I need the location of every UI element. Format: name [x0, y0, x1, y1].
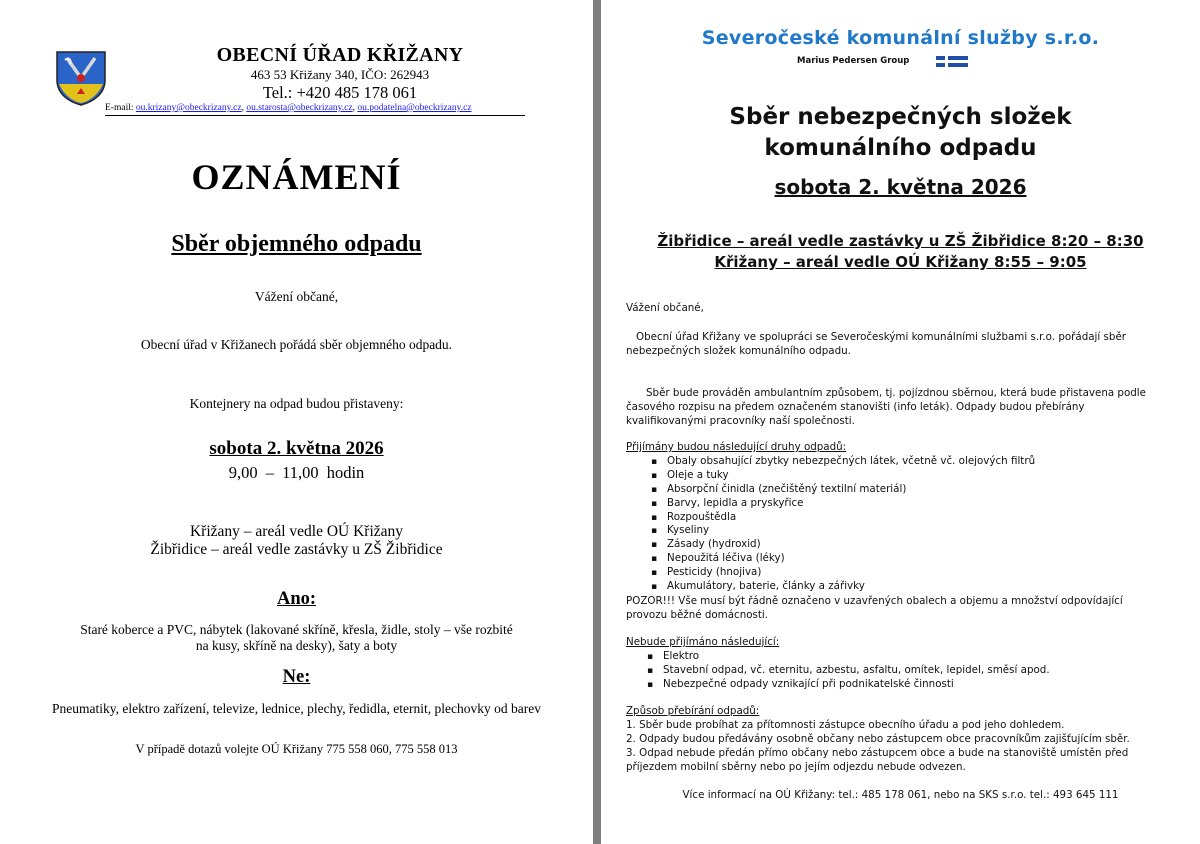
footer-contact: Více informací na OÚ Křižany: tel.: 485 178 061, nebo na SKS s.r.o. tel.: 493 645 111	[682, 789, 1119, 801]
rejected-list	[630, 650, 1150, 692]
greeting: Vážení občané,	[254, 289, 339, 304]
location-zibridice-time: Žibřidice – areál vedle zastávky u ZŠ Žibřidice 8:20 – 8:30	[657, 232, 1144, 250]
company-logo-icon	[936, 56, 968, 67]
email-link-krizany[interactable]: ou.krizany@obeckrizany.cz	[135, 103, 242, 113]
event-date: sobota 2. května 2026	[209, 438, 384, 459]
left-notice-page	[0, 0, 593, 844]
list-item: ▪ Kyseliny	[634, 524, 1154, 538]
list-item: ▪ Rozpouštědla	[634, 511, 1154, 525]
company-name: Severočeské komunální služby s.r.o.	[701, 27, 1100, 49]
header-divider	[105, 115, 525, 116]
rejected-heading: Ne:	[282, 667, 311, 687]
list-item: ▪ Obaly obsahující zbytky nebezpečných látek, včetně vč. olejových filtrů	[634, 455, 1154, 469]
collection-title	[601, 102, 1200, 164]
location-zibridice: Žibřidice – areál vedle zastávky u ZŠ Žibřidice	[150, 541, 443, 558]
list-item: ▪ Barvy, lepidla a pryskyřice	[634, 497, 1154, 511]
location-krizany: Křižany – areál vedle OÚ Křižany	[189, 523, 404, 540]
rejected-heading: Nebude přijímáno následující:	[626, 636, 780, 648]
rejected-text: Pneumatiky, elektro zařízení, televize, lednice, plechy, ředidla, eternit, plechovky od barev	[52, 701, 541, 716]
paragraph-cooperation: Obecní úřad Křižany ve spolupráci se Severočeskými komunálními službami s.r.o. pořádají sběr nebezpečných složek komunálního odpadu.	[626, 331, 1127, 357]
collection-title-line-2: komunálního odpadu	[764, 135, 1037, 161]
office-address: 463 53 Křižany 340, IČO: 262943	[250, 67, 430, 82]
list-item: ▪ Stavební odpad, vč. eternitu, azbestu, asfaltu, omítek, lepidel, směsí apod.	[630, 664, 1150, 678]
method-line-3: 3. Odpad nebude předán přímo občany nebo zástupcem obce a bude na stanoviště umístěn před	[626, 747, 1129, 759]
group-name: Marius Pedersen Group	[797, 56, 910, 66]
right-notice-page	[601, 0, 1200, 844]
accepted-list	[634, 455, 1154, 594]
list-item: ▪ Pesticidy (hnojiva)	[634, 566, 1154, 580]
notice-subtitle: Sběr objemného odpadu	[171, 231, 422, 257]
office-phone: Tel.: +420 485 178 061	[262, 83, 418, 102]
list-item: ▪ Oleje a tuky	[634, 469, 1154, 483]
contact-text: V případě dotazů volejte OÚ Křižany 775 558 060, 775 558 013	[135, 742, 458, 756]
method-heading: Způsob přebírání odpadů:	[626, 705, 760, 717]
accepted-text-line-1: Staré koberce a PVC, nábytek (lakované skříně, křesla, židle, stoly – vše rozbité	[80, 622, 513, 637]
method-line-2: 2. Odpady budou předávány osobně občany nebo zástupcem obce pracovníkům zajišťujícím sběr.	[626, 733, 1130, 745]
intro-text: Obecní úřad v Křižanech pořádá sběr objemného odpadu.	[140, 337, 453, 352]
method-line-1: 1. Sběr bude probíhat za přítomnosti zástupce obecního úřadu a pod jeho dohledem.	[626, 719, 1065, 731]
list-item: ▪ Nepoužitá léčiva (léky)	[634, 552, 1154, 566]
warning-text: POZOR!!! Vše musí být řádně označeno v uzavřených obalech a objemu a množství odpovídající provozu běžné domácnosti.	[626, 595, 1123, 621]
location-krizany-time: Křižany – areál vedle OÚ Křižany 8:55 – 9:05	[714, 253, 1087, 271]
list-item: ▪ Absorpční činidla (znečištěný textilní materiál)	[634, 483, 1154, 497]
office-name: OBECNÍ ÚŘAD KŘIŽANY	[216, 44, 464, 66]
event-time: 9,00 – 11,00 hodin	[228, 463, 365, 482]
accepted-heading: Ano:	[276, 589, 317, 609]
greeting: Vážení občané,	[626, 302, 704, 314]
notice-title: OZNÁMENÍ	[191, 157, 402, 197]
collection-title-line-1: Sběr nebezpečných složek	[729, 104, 1072, 130]
method-line-4: příjezdem mobilní sběrny nebo po jejím odjezdu nebude odvezen.	[626, 761, 966, 773]
collection-date: sobota 2. května 2026	[774, 175, 1027, 199]
municipal-coat-of-arms-icon	[55, 50, 107, 106]
email-line: E-mail: ou.krizany@obeckrizany.cz, ou.starosta@obeckrizany.cz, ou.podatelna@obeckrizany.cz	[105, 103, 472, 113]
accepted-heading: Přijímány budou následující druhy odpadů:	[626, 441, 847, 453]
list-item: ▪ Akumulátory, baterie, články a zářivky	[634, 580, 1154, 594]
accepted-text-line-2: na kusy, skříně na desky), šaty a boty	[195, 638, 398, 653]
list-item: ▪ Nebezpečné odpady vznikající při podnikatelské činnosti	[630, 678, 1150, 692]
containers-text: Kontejnery na odpad budou přistaveny:	[189, 396, 404, 411]
email-label: E-mail:	[105, 103, 134, 113]
email-link-starosta[interactable]: ou.starosta@obeckrizany.cz	[246, 103, 353, 113]
paragraph-method: Sběr bude prováděn ambulantním způsobem, tj. pojízdnou sběrnou, která bude přistavena podle časového rozpisu na předem označeném stanovišti (info leták). Odpady budou přebírány kvalifikovanými pracovníky naší společnosti.	[626, 387, 1147, 427]
list-item: ▪ Zásady (hydroxid)	[634, 538, 1154, 552]
list-item: ▪ Elektro	[630, 650, 1150, 664]
email-link-podatelna[interactable]: ou.podatelna@obeckrizany.cz	[357, 103, 472, 113]
